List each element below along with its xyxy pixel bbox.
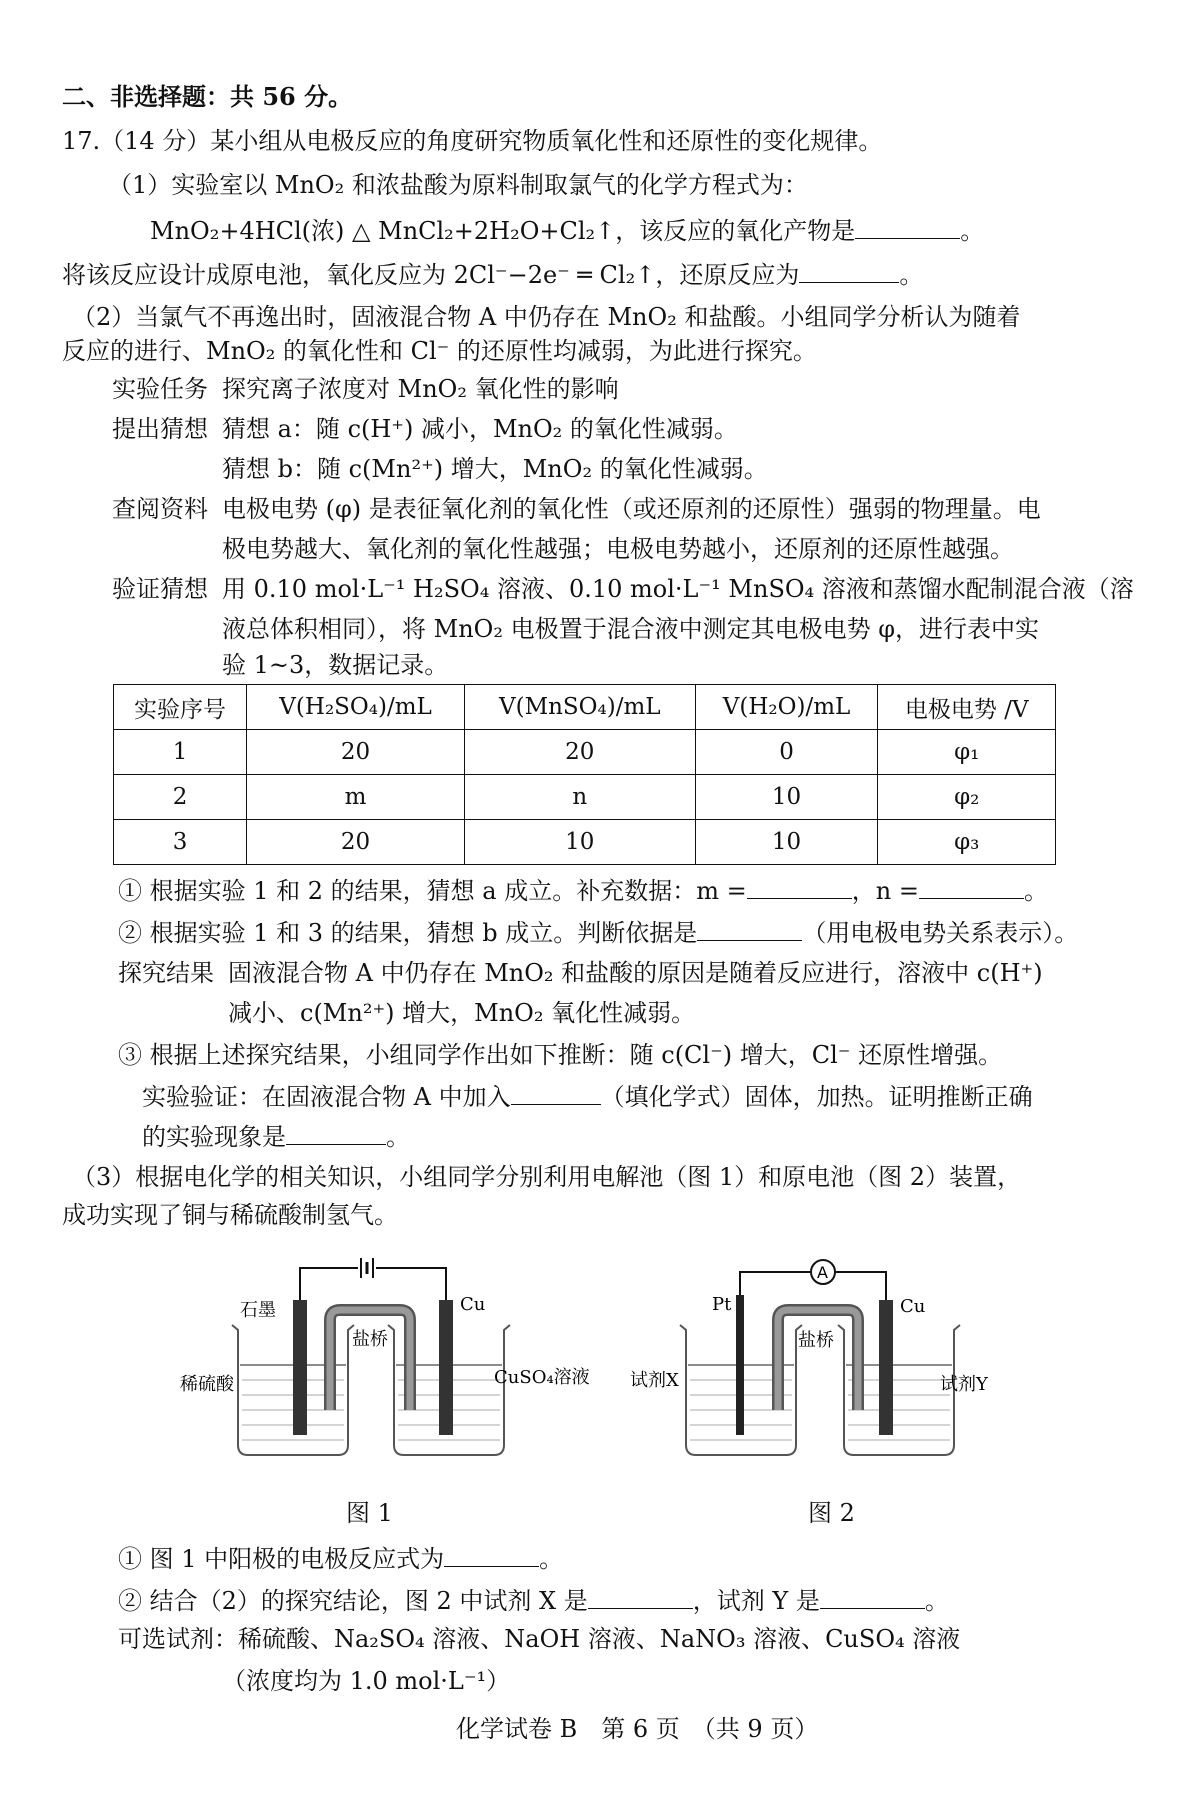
s3-verify-line2 (142, 1118, 410, 1154)
s1-text: ① 根据实验 1 和 2 的结果，猜想 a 成立。补充数据：m = (118, 877, 747, 905)
table-row (114, 730, 1056, 775)
table-cell: 3 (114, 820, 247, 865)
answer-blank[interactable] (444, 1540, 539, 1567)
punct: 。 (1023, 877, 1048, 905)
table-header-row (114, 685, 1056, 730)
p1-intro: （1）实验室以 MnO₂ 和浓盐酸为原料制取氯气的化学方程式为： (108, 171, 808, 199)
label-cu: Cu (900, 1296, 926, 1317)
figure-2-galvanic-cell (620, 1240, 1020, 1490)
answer-blank-x[interactable] (588, 1582, 693, 1609)
label-graphite: 石墨 (240, 1300, 276, 1321)
p2-line2: 反应的进行、MnO₂ 的氧化性和 Cl⁻ 的还原性均减弱，为此进行探究。 (62, 337, 817, 365)
result-line2: 减小、c(Mn²⁺) 增大，MnO₂ 氧化性减弱。 (228, 999, 696, 1027)
table-cell: 20 (247, 730, 465, 775)
answer-blank[interactable] (286, 1118, 386, 1145)
table-cell: 20 (247, 820, 465, 865)
equation-text: MnO₂+4HCl(浓) △ MnCl₂+2H₂O+Cl₂↑，该反应的氧化产物是 (150, 217, 856, 245)
punct: 。 (899, 261, 924, 289)
table-cell: 10 (695, 775, 878, 820)
pt-electrode (736, 1295, 744, 1435)
label-reagent-y: 试剂Y (940, 1374, 988, 1395)
verify-line2: 液总体积相同），将 MnO₂ 电极置于混合液中测定其电极电势 φ，进行表中实 (222, 615, 1040, 643)
table-cell: 10 (464, 820, 695, 865)
p1-half-reaction (62, 256, 923, 292)
cu-electrode (439, 1300, 453, 1435)
table-header: 电极电势 /V (878, 685, 1056, 730)
label-salt-bridge: 盐桥 (352, 1329, 388, 1350)
ammeter-label: A (817, 1263, 828, 1282)
answer-blank[interactable] (511, 1078, 601, 1105)
table-cell: m (247, 775, 465, 820)
ref-line1: 电极电势 (φ) 是表征氧化剂的氧化性（或还原剂的还原性）强弱的物理量。电 (222, 495, 1041, 523)
p3-line1: （3）根据电化学的相关知识，小组同学分别利用电解池（图 1）和原电池（图 2）装置， (72, 1163, 1022, 1191)
answer-blank-m[interactable] (747, 872, 852, 899)
punct: 。 (539, 1545, 564, 1573)
figure-2-caption: 图 2 (808, 1499, 855, 1527)
task-label: 实验任务 (112, 375, 208, 403)
figure-1-caption: 图 1 (346, 1499, 393, 1527)
table-header: V(H₂SO₄)/mL (247, 685, 465, 730)
result-line1: 固液混合物 A 中仍存在 MnO₂ 和盐酸的原因是随着反应进行，溶液中 c(H⁺) (228, 959, 1043, 987)
table-row (114, 775, 1056, 820)
table-cell: 0 (695, 730, 878, 775)
label-pt: Pt (712, 1294, 732, 1315)
s2-text: ② 根据实验 1 和 3 的结果，猜想 b 成立。判断依据是 (118, 919, 698, 947)
table-cell: φ₂ (878, 775, 1056, 820)
answer-blank[interactable] (697, 914, 802, 941)
reagent-options: 可选试剂：稀硫酸、Na₂SO₄ 溶液、NaOH 溶液、NaNO₃ 溶液、CuSO₄ 溶液 (118, 1625, 961, 1653)
reagent-options-note: （浓度均为 1.0 mol·L⁻¹） (222, 1667, 511, 1695)
s3-text-c: 的实验现象是 (142, 1123, 286, 1151)
question-header: 17.（14 分）某小组从电极反应的角度研究物质氧化性和还原性的变化规律。 (62, 127, 883, 155)
verify-line3: 验 1~3，数据记录。 (222, 651, 449, 679)
s2-end: （用电极电势关系表示）。 (802, 919, 1079, 947)
verify-line1: 用 0.10 mol·L⁻¹ H₂SO₄ 溶液、0.10 mol·L⁻¹ MnSO₄ 溶液和蒸馏水配制混合液（溶 (222, 575, 1134, 603)
fig-question-1 (118, 1540, 563, 1576)
sub-question-3: ③ 根据上述探究结果，小组同学作出如下推断：随 c(Cl⁻) 增大，Cl⁻ 还原性增强。 (118, 1041, 1003, 1069)
s3-text-a: 实验验证：在固液混合物 A 中加入 (142, 1083, 511, 1111)
task-text: 探究离子浓度对 MnO₂ 氧化性的影响 (222, 375, 619, 403)
table-row (114, 820, 1056, 865)
guess-a: 猜想 a：随 c(H⁺) 减小，MnO₂ 的氧化性减弱。 (222, 415, 738, 443)
label-reagent-x: 试剂X (630, 1370, 679, 1391)
s1-mid: ，n = (851, 877, 919, 905)
p3-line2: 成功实现了铜与稀硫酸制氢气。 (62, 1201, 398, 1229)
table-cell: φ₃ (878, 820, 1056, 865)
label-salt-bridge: 盐桥 (798, 1330, 834, 1351)
ref-line2: 极电势越大、氧化剂的氧化性越强；电极电势越小，还原剂的还原性越强。 (222, 535, 1014, 563)
table-header: 实验序号 (114, 685, 247, 730)
table-cell: φ₁ (878, 730, 1056, 775)
label-dilute-sulfuric-acid: 稀硫酸 (180, 1374, 234, 1395)
answer-blank[interactable] (855, 212, 960, 239)
table-cell: n (464, 775, 695, 820)
label-cuso4-solution: CuSO₄溶液 (494, 1367, 590, 1388)
s3-verify-line1 (142, 1078, 1033, 1114)
answer-blank-y[interactable] (820, 1582, 925, 1609)
guess-b: 猜想 b：随 c(Mn²⁺) 增大，MnO₂ 的氧化性减弱。 (222, 455, 768, 483)
figure-1-electrolytic-cell (180, 1250, 600, 1490)
verify-label: 验证猜想 (112, 575, 208, 603)
guess-label: 提出猜想 (112, 415, 208, 443)
answer-blank[interactable] (799, 256, 899, 283)
f1-text: ① 图 1 中阳极的电极反应式为 (118, 1545, 445, 1573)
label-cu: Cu (460, 1294, 486, 1315)
ref-label: 查阅资料 (112, 495, 208, 523)
result-label: 探究结果 (118, 959, 214, 987)
data-table (113, 684, 1056, 865)
answer-blank-n[interactable] (919, 872, 1024, 899)
table-cell: 10 (695, 820, 878, 865)
f2-text: ② 结合（2）的探究结论，图 2 中试剂 X 是 (118, 1587, 588, 1615)
table-cell: 1 (114, 730, 247, 775)
table-header: V(H₂O)/mL (695, 685, 878, 730)
s3-text-b: （填化学式）固体，加热。证明推断正确 (600, 1083, 1033, 1111)
f2-mid: ，试剂 Y 是 (692, 1587, 820, 1615)
p2-line1: （2）当氯气不再逸出时，固液混合物 A 中仍存在 MnO₂ 和盐酸。小组同学分析认为随着 (72, 303, 1021, 331)
section-title: 二、非选择题：共 56 分。 (62, 82, 353, 111)
punct: 。 (924, 1587, 949, 1615)
punct: 。 (960, 217, 985, 245)
sub-question-1 (118, 872, 1048, 908)
sub-question-2 (118, 914, 1078, 950)
graphite-electrode (293, 1300, 307, 1435)
cu-electrode (879, 1300, 893, 1435)
p1-equation (150, 212, 984, 248)
table-cell: 2 (114, 775, 247, 820)
page-footer: 化学试卷 B 第 6 页 （共 9 页） (456, 1715, 819, 1743)
fig-question-2 (118, 1582, 949, 1618)
table-header: V(MnSO₄)/mL (464, 685, 695, 730)
table-cell: 20 (464, 730, 695, 775)
punct: 。 (386, 1123, 410, 1151)
half-reaction-text: 将该反应设计成原电池，氧化反应为 2Cl⁻−2e⁻ ═ Cl₂↑，还原反应为 (62, 261, 800, 289)
